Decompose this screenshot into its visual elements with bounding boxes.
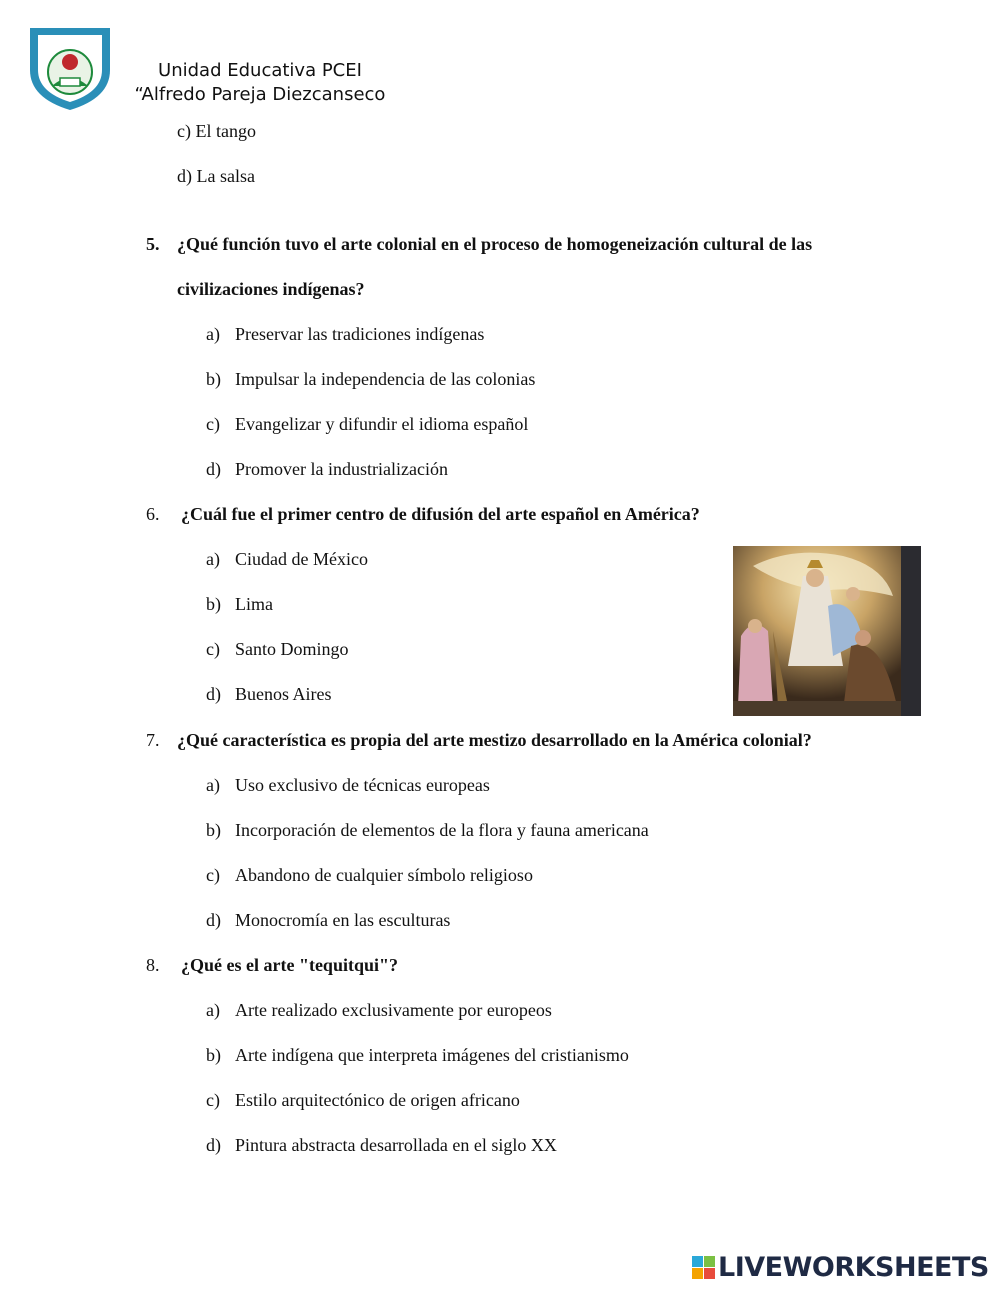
- school-name-line2: “Alfredo Pareja Diezcanseco: [134, 84, 386, 105]
- q8-option-a[interactable]: Arte realizado exclusivamente por europeos: [235, 1000, 552, 1020]
- q7-option-b-letter: b): [206, 820, 221, 840]
- q5-option-a-letter: a): [206, 324, 220, 344]
- q7-option-b[interactable]: Incorporación de elementos de la flora y fauna americana: [235, 820, 649, 840]
- q8-option-d[interactable]: Pintura abstracta desarrollada en el siglo XX: [235, 1135, 557, 1155]
- question-5-text: ¿Qué función tuvo el arte colonial en el proceso de homogeneización cultural de las: [177, 234, 813, 254]
- colonial-religious-painting-icon: [733, 546, 921, 716]
- question-7-text: ¿Qué característica es propia del arte mestizo desarrollado en la América colonial?: [177, 730, 812, 750]
- school-crest-icon: [22, 20, 118, 112]
- q8-option-a-letter: a): [206, 1000, 220, 1020]
- q5-option-c[interactable]: Evangelizar y difundir el idioma español: [235, 414, 529, 434]
- liveworksheets-brand[interactable]: LIVEWORKSHEETS: [718, 1252, 989, 1283]
- question-8-text: ¿Qué es el arte "tequitqui"?: [181, 955, 398, 975]
- carry-option-d: d) La salsa: [177, 166, 255, 186]
- q5-option-a[interactable]: Preservar las tradiciones indígenas: [235, 324, 485, 344]
- q8-option-c-letter: c): [206, 1090, 220, 1110]
- school-name-line1: Unidad Educativa PCEI: [158, 60, 362, 81]
- q6-option-c[interactable]: Santo Domingo: [235, 639, 349, 659]
- q7-option-c[interactable]: Abandono de cualquier símbolo religioso: [235, 865, 533, 885]
- q7-option-a-letter: a): [206, 775, 220, 795]
- q5-option-b-letter: b): [206, 369, 221, 389]
- question-7-number: 7.: [146, 730, 160, 750]
- q8-option-d-letter: d): [206, 1135, 221, 1155]
- q5-option-d[interactable]: Promover la industrialización: [235, 459, 448, 479]
- q8-option-b-letter: b): [206, 1045, 221, 1065]
- q6-option-c-letter: c): [206, 639, 220, 659]
- q6-option-d-letter: d): [206, 684, 221, 704]
- q6-option-b[interactable]: Lima: [235, 594, 273, 614]
- question-5-number: 5.: [146, 234, 160, 254]
- q5-option-c-letter: c): [206, 414, 220, 434]
- question-6-text: ¿Cuál fue el primer centro de difusión del arte español en América?: [181, 504, 700, 524]
- q6-option-b-letter: b): [206, 594, 221, 614]
- q8-option-c[interactable]: Estilo arquitectónico de origen africano: [235, 1090, 520, 1110]
- question-8-number: 8.: [146, 955, 160, 975]
- q5-option-b[interactable]: Impulsar la independencia de las colonias: [235, 369, 536, 389]
- liveworksheets-logo-icon: [692, 1254, 716, 1286]
- q6-option-d[interactable]: Buenos Aires: [235, 684, 332, 704]
- q7-option-c-letter: c): [206, 865, 220, 885]
- q6-option-a-letter: a): [206, 549, 220, 569]
- q7-option-d[interactable]: Monocromía en las esculturas: [235, 910, 451, 930]
- question-6-number: 6.: [146, 504, 160, 524]
- q8-option-b[interactable]: Arte indígena que interpreta imágenes del cristianismo: [235, 1045, 629, 1065]
- carry-option-c: c) El tango: [177, 121, 256, 141]
- q6-option-a[interactable]: Ciudad de México: [235, 549, 368, 569]
- question-5-text-cont: civilizaciones indígenas?: [177, 279, 365, 299]
- q7-option-d-letter: d): [206, 910, 221, 930]
- q5-option-d-letter: d): [206, 459, 221, 479]
- q7-option-a[interactable]: Uso exclusivo de técnicas europeas: [235, 775, 490, 795]
